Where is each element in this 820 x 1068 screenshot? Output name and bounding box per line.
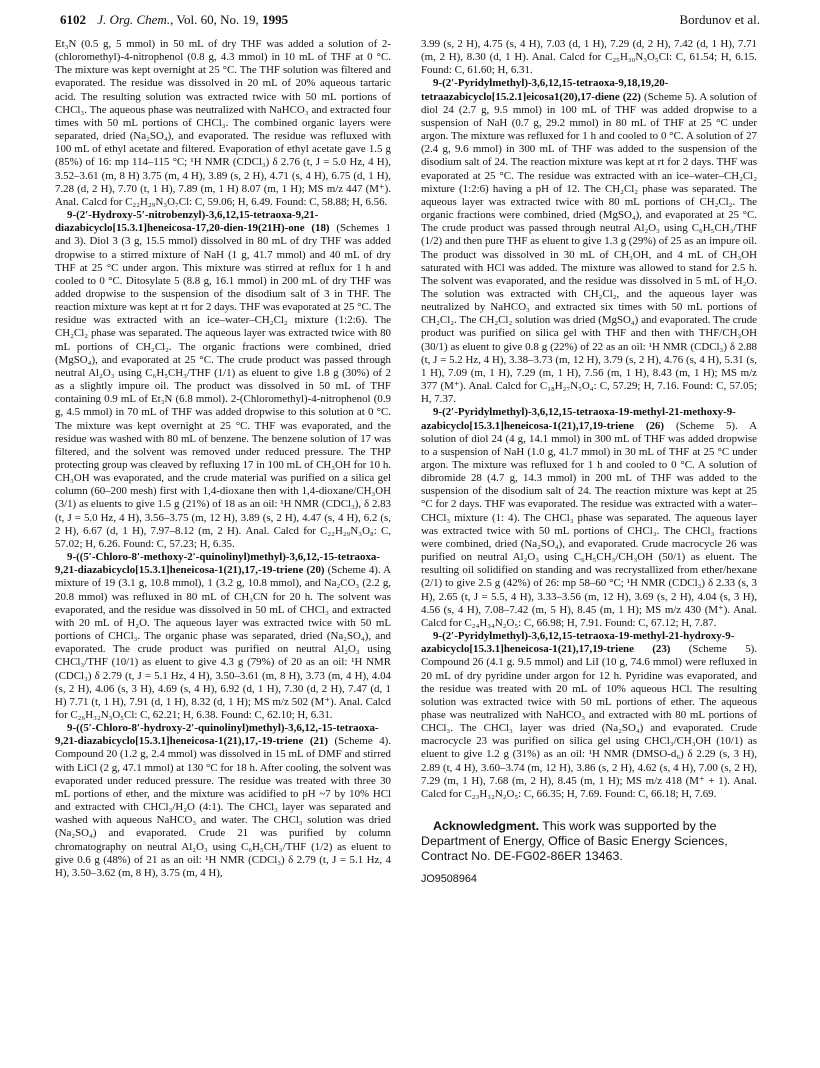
paragraph — [55, 38, 391, 209]
paragraph — [55, 551, 391, 722]
publication-year: 1995 — [262, 12, 289, 27]
running-authors: Bordunov et al. — [679, 12, 760, 27]
acknowledgment — [421, 819, 757, 865]
journal-name: J. Org. Chem., — [97, 12, 174, 27]
volume-info: Vol. 60, No. 19, — [176, 12, 259, 27]
paragraph — [421, 630, 757, 801]
compound-heading: 9-((5′-Chloro-8′-methoxy-2′-quinolinyl)methyl)-3,6,12,-15-tetraoxa-9,21-diazabicyclo[15.3.1]heneicosa-1(21),17,-19-triene (20) — [55, 551, 380, 577]
paragraph-text: 3.99 (s, 2 H), 4.75 (s, 4 H), 7.03 (d, 1 H), 7.29 (d, 2 H), 7.42 (d, 1 H), 7.71 (m, 2 H), 8.30 (d, 1 H). Anal. Calcd for C₂₅H₃₀N₃O₅Cl: C, 61.54; H, 6.15. Found: C, 61.60; H, 6.31. — [421, 38, 757, 77]
document-id: JO9508964 — [421, 872, 477, 885]
paragraph — [55, 722, 391, 880]
acknowledgment-heading: Acknowledgment. — [433, 819, 540, 834]
page-number: 6102 — [60, 12, 86, 27]
paragraph-text: (Scheme 4). A mixture of 19 (3.1 g, 10.8 mmol), 1 (3.2 g, 10.8 mmol), and Na₂CO₃ (2.2 g, 20.8 mmol) was refluxed in 80 mL of CH₃CN for 20 h. The solvent was evaporated, and the residue was dissolved in 50 mL of CHCl₃ and extracted with 20 mL of H₂O. The aqueous layer was extracted twice with 50 mL portions of CHCl₃. The organic phase was separated, dried (Na₂SO₄), and evaporated. The crude product was purified on neutral Al₂O₃ using CHCl₃/THF (10/1) as eluent to give 4.3 g (79%) of 20 as an oil: ¹H NMR (CDCl₃) δ 2.79 (t, J = 5.1 Hz, 4 H), 3.50–3.61 (m, 8 H), 3.73 (m, 4 H), 4.04 (s, 2 H), 4.06 (s, 3 H), 4.69 (s, 4 H), 6.92 (d, 1 H), 7.30 (d, 2 H), 7.47 (d, 1 H) 7.71 (t, 1 H), 7.91 (d, 1 H), 8.32 (d, 1 H); MS m/z 502 (M⁺). Anal. Calcd for C₂₆H₃₂N₃O₅Cl: C, 62.21; H, 6.38. Found: C, 62.10; H, 6.31. — [55, 564, 391, 721]
paragraph — [421, 38, 757, 77]
paragraph-text: (Scheme 4). Compound 20 (1.2 g, 2.4 mmol) was dissolved in 15 mL of DMF and stirred with LiCl (2 g, 47.1 mmol) at 130 °C for 18 h. After cooling, the solvent was evaporated under reduced pressure. The residue was treated with three 30 mL portions of ether, and the mixture was acidified to pH ~7 by 10% HCl and extracted with CHCl₃/H₂O (4:1). The CHCl₃ layer was separated and washed with aqueous NaHCO₃ and water. The CHCl₃ solution was dried (Na₂SO₄) and evaporated. Crude 21 was purified by column chromatography on neutral Al₂O₃ using C₆H₅CH₃/THF (1/2) as eluent to give 0.6 g (48%) of 21 as an oil: ¹H NMR (CDCl₃) δ 2.79 (t, J = 5.1 Hz, 4 H), 3.50–3.62 (m, 8 H), 3.75 (m, 4 H), — [55, 735, 391, 879]
paragraph-text: (Scheme 5). A solution of diol 24 (2.7 g, 9.5 mmol) in 100 mL of THF was added dropwise to a suspension of NaH (0.7 g, 29.2 mmol) in 80 mL of THF at 25 °C under argon. The mixture was refluxed for 1 h and cooled to 0 °C. A solution of 27 (2.4 g, 9.6 mmol) in 300 mL of THF was added to the suspension of the disodium salt of 24. The reaction mixture was kept at rt for 2 days. THF was evaporated at 25 °C. The residue was extracted with an ice–water–CH₂Cl₂ mixture (1:2:6) having a pH of 12. The CH₂Cl₂ phase was separated. The aqueous layer was extracted twice with 80 mL portions of CH₂Cl₂. The organic fractions were combined, dried (MgSO₄), and evaporated at 25 °C. The crude product was passed through neutral Al₂O₃ using C₆H₅CH₃/THF (1/2) and then pure THF as eluent to give 1.3 g (29%) of 25 as an impure oil. The product was dissolved in 30 mL of CH₃OH, and 4 mL of CH₃OH saturated with HCl was added. The mixture was allowed to stand for 2.5 h. The solvent was evaporated, and the residue was dissolved in 5 mL of H₂O. The solution was extracted with CH₂Cl₂, and the aqueous layer was neutralized by NaHCO₃ and extracted six times with 50 mL portions of CH₂Cl₂. The CH₂Cl₂ solution was dried (MgSO₄) and evaporated. The crude product was purified on silica gel with THF and then with THF/CH₃OH (30/1) as eluent to give 0.8 g (22%) of 22 as an oil: ¹H NMR (CDCl₃) δ 2.88 (t, J = 5.2 Hz, 4 H), 3.38–3.73 (m, 12 H), 3.79 (s, 2 H), 4.76 (s, 4 H), 5.31 (s, 1 H), 7.09 (m, 1 H), 7.29 (m, 1 H), 7.56 (m, 1 H), 8.43 (m, 1 H); MS m/z 377 (M⁺). Anal. Calcd for C₁₈H₂₇N₅O₄: C, 57.29; H, 7.16. Found: C, 57.05; H, 7.37. — [421, 90, 757, 406]
paragraph — [421, 406, 757, 630]
right-column — [421, 38, 757, 1050]
compound-heading: 9-((5′-Chloro-8′-hydroxy-2′-quinolinyl)methyl)-3,6,12,-15-tetraoxa-9,21-diazabicyclo[15.3.1]heneicosa-1(21),17,-19-triene (21) — [55, 722, 379, 748]
journal-citation — [60, 12, 288, 28]
compound-heading: 9-(2′-Pyridylmethyl)-3,6,12,15-tetraoxa-19-methyl-21-methoxy-9-azabicyclo[15.3.1]heneicosa-1(21),17,19-triene (26) — [421, 406, 736, 432]
left-column — [55, 38, 391, 1050]
compound-heading: 9-(2′-Pyridylmethyl)-3,6,12,15-tetraoxa-19-methyl-21-hydroxy-9-azabicyclo[15.3.1]heneicosa-1(21),17,19-triene (23) — [421, 630, 735, 656]
compound-heading: 9-(2′-Hydroxy-5′-nitrobenzyl)-3,6,12,15-tetraoxa-9,21-diazabicyclo[15.3.1]heneicosa-17,20-dien-19(21H)-one (18) — [55, 209, 330, 235]
paragraph-text: (Schemes 1 and 3). Diol 3 (3 g, 15.5 mmol) dissolved in 80 mL of dry THF was added dropwise to a stirred mixture of NaH (1 g, 41.7 mmol) and 40 mL of dry THF at 25 °C under argon. This mixture was stirred at reflux for 1 h and cooled to 0 °C. Ditosylate 5 (8.8 g, 16.1 mmol) in 200 mL of dry THF was added dropwise to the suspension of the disodium salt of 3 in THF. The reaction mixture was kept at rt for 2 days. THF was evaporated at 25 °C. The residue was extracted with an ice–water–CH₂Cl₂ mixture (1:2:6). The CH₂Cl₂ phase was separated. The aqueous layer was extracted twice with 80 mL portions of CH₂Cl₂. The organic fractions were combined, dried (MgSO₄), and evaporated at 25 °C. The crude product was passed through neutral Al₂O₃ using C₆H₅CH₃/THF (1/1) as eluent to give 1.8 g (30%) of 2 as a slightly impure oil. The product was dissolved in 50 mL of THF containing 0.9 mL of Et₃N (6.8 mmol). 2-(Chloromethyl)-4-nitrophenol (0.9 g, 4.5 mmol) in 70 mL of THF was added dropwise to this solution at 0 °C. The mixture was kept overnight at 25 °C. THF was evaporated, and the residue was washed with 80 mL of benzene. The benzene solution of 17 was filtered, and the solvent was removed under reduced pressure. The THP protecting group was cleaved by refluxing 17 in 100 mL of CH₃OH for 10 h. CH₃OH was evaporated, and the crude material was purified on a silica gel column (60–200 mesh) first with 1,4-dioxane then with 1,4-dioxane/CH₃OH (3/1) as eluents to give 1.5 g (21%) of 18 as an oil: ¹H NMR (CDCl₃), δ 2.83 (t, J = 5.0 Hz, 4 H), 3.56–3.75 (m, 12 H), 3.89 (s, 2 H), 4.47 (s, 4 H), 6.2 (s, 2 H), 6.67 (d, 1 H), 7.97–8.12 (m, 2 H). Anal. Calcd for C₂₂H₂₉N₃O₈: C, 57.02; H, 6.26. Found: C, 57.23; H, 6.35. — [55, 222, 391, 550]
compound-heading: 9-(2′-Pyridylmethyl)-3,6,12,15-tetraoxa-9,18,19,20-tetraazabicyclo[15.2.1]eicosa1(20),17-diene (22) — [421, 77, 669, 103]
paragraph — [55, 209, 391, 551]
paragraph-text: (Scheme 5). A solution of diol 24 (4 g, 14.1 mmol) in 300 mL of THF was added dropwise to a suspension of NaH (1.0 g, 41.7 mmol) in 30 mL of THF at 25 °C under argon. The mixture was refluxed for 1 h and cooled to 0 °C. A solution of dibromide 28 (4.7 g, 14.3 mmol) in 200 mL of THF was added to the suspension of the disodium salt of 24. The reaction mixture was kept at 25 °C for 2 days. THF was evaporated. The residue was extracted with a water–CHCl₃ mixture (1: 4). The CHCl₃ phase was separated. The aqueous layer was extracted twice with 50 mL portions of CHCl₃. The CHCl₃ fractions were combined, dried (Na₂SO₄), and evaporated. Crude macrocycle 26 was purified on neutral Al₂O₃ using C₆H₅CH₃/CH₃OH (50/1) as eluent. The resulting oil solidified on standing and was recrystallized from ether/hexane (2/1) to give 2.5 g (42%) of 26: mp 58–60 °C; ¹H NMR (CDCl₃) δ 2.33 (s, 3 H), 2.65 (t, J = 5.5, 4 H), 3.33–3.56 (m, 12 H), 3.69 (s, 2 H), 4.04 (s, 3 H), 4.56 (s, 4 H), 7.08–7.42 (m, 5 H), 8.45 (m, 1 H); MS m/z 430 (M⁺). Anal. Calcd for C₂₄H₃₄N₂O₅: C, 66.98; H, 7.91. Found: C, 67.12; H, 7.87. — [421, 419, 757, 629]
page-header — [60, 12, 760, 32]
acknowledgment-text: This work was supported by the Department of Energy, Office of Basic Energy Sciences, Contract No. DE-FG02-86ER 13463. — [421, 819, 728, 864]
paragraph-text: Et₃N (0.5 g, 5 mmol) in 50 mL of dry THF was added a solution of 2-(chloromethyl)-4-nitrophenol (0.8 g, 4.3 mmol) in 10 mL of THF at 0 °C. The mixture was kept overnight at 25 °C. The THF solution was filtered and evaporated. The residue was dissolved in 20 mL of 20% aqueous tartaric acid. The resulting solution was extracted twice with 50 mL portions of CHCl₃. The aqueous phase was neutralized with NaHCO₃ and extracted four times with 50 mL portions of CHCl₃. The combined organic layers were separated, dried (Na₂SO₄), and evaporated. The residue was refluxed with 100 mL of ethyl acetate and filtered. Evaporation of ethyl acetate gave 1.5 g (85%) of 16: mp 114–115 °C; ¹H NMR (CDCl₃) δ 2.76 (t, J = 5.0 Hz, 4 H), 3.52–3.61 (m, 8 H) 3.75 (m, 4 H), 3.89 (s, 2 H), 4.71 (s, 4 H), 6.75 (d, 1 H), 7.28 (d, 2 H), 7.70 (t, 1 H), 7.89 (m, 1 H) 8.07 (m, 1 H); MS m/z 447 (M⁺). Anal. Calcd for C₂₂H₂₉N₃O₇Cl: C, 59.06; H, 6.49. Found: C, 58.88; H, 6.56. — [55, 38, 391, 208]
paragraph-text: (Scheme 5). Compound 26 (4.1 g. 9.5 mmol) and LiI (10 g, 74.6 mmol) were refluxed in 20 mL of dry pyridine under argon for 12 h. Pyridine was evaporated, and the residue was treated with 20 mL of 10% aqueous HCl. The resulting solution was extracted twice with 50 mL portions of ether. The aqueous phase was neutralized with NaHCO₃ and extracted with 80 mL portions of CHCl₃. The CHCl₃ layer was dried (Na₂SO₄) and evaporated. Crude macrocycle 23 was purified on silica gel using CHCl₃/CH₃OH (10/1) as eluent to give 1.2 g (31%) as an oil: ¹H NMR (DMSO-d₆) δ 2.29 (s, 3 H), 2.89 (t, 4 H), 3.60–3.74 (m, 12 H), 3.86 (s, 2 H), 4.62 (s, 4 H), 7.00 (s, 2 H), 7.29 (m, 1 H), 7.68 (m, 2 H), 8.45 (m, 1 H); MS m/z 418 (M⁺ + 1). Anal. Calcd for C₂₃H₃₂N₂O₅: C, 66.35; H, 7.69. Found: C, 66.18; H, 7.69. — [421, 643, 757, 800]
paragraph — [421, 77, 757, 406]
